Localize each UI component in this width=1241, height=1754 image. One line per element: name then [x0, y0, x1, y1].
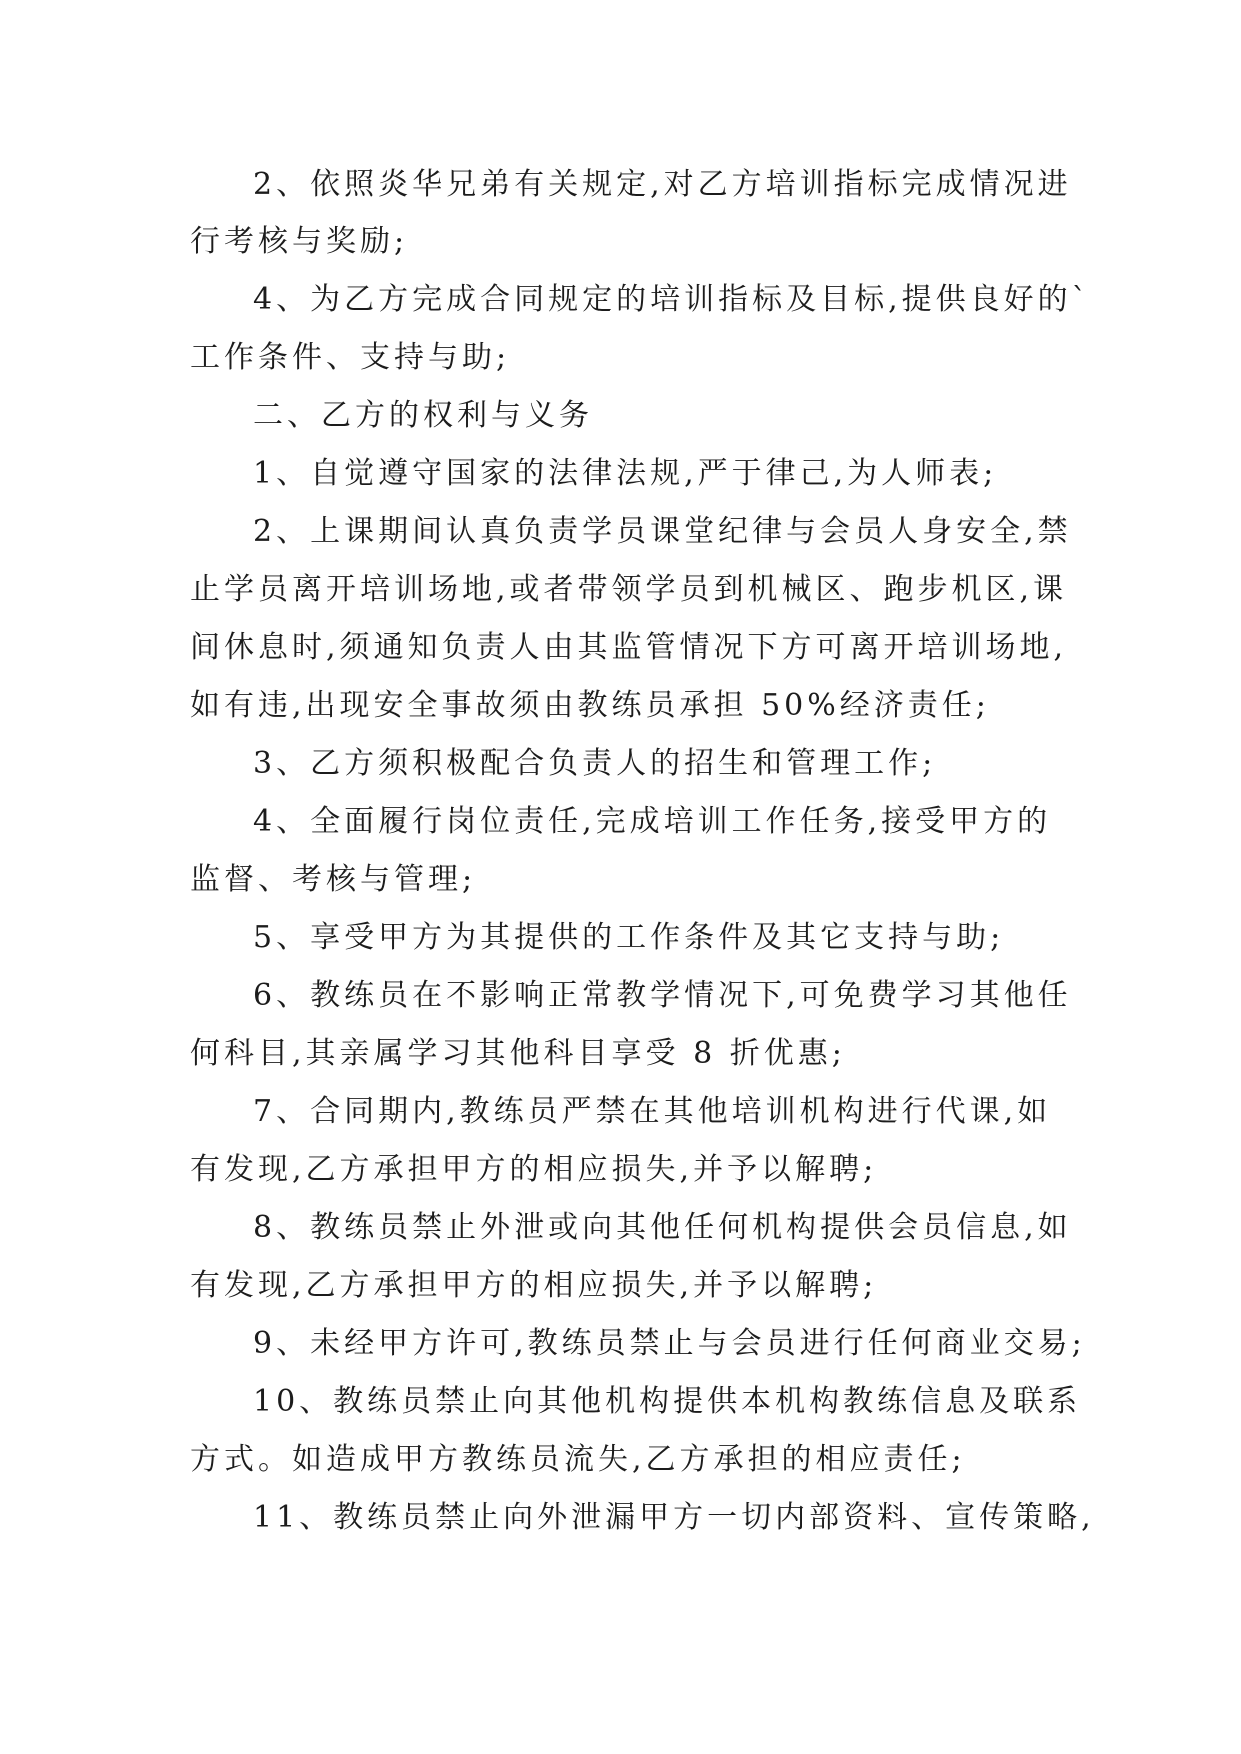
paragraph-line: 间休息时,须通知负责人由其监管情况下方可离开培训场地, [190, 630, 1068, 665]
paragraph-line: 11、教练员禁止向外泄漏甲方一切内部资料、宣传策略, [253, 1500, 1095, 1535]
paragraph-line: 3、乙方须积极配合负责人的招生和管理工作; [253, 746, 937, 781]
paragraph-line: 2、上课期间认真负责学员课堂纪律与会员人身安全,禁 [253, 514, 1072, 549]
paragraph-line: 监督、考核与管理; [190, 862, 477, 897]
paragraph-line: 工作条件、支持与助; [190, 340, 511, 375]
paragraph-line: 6、教练员在不影响正常教学情况下,可免费学习其他任 [253, 978, 1072, 1013]
paragraph-line: 1、自觉遵守国家的法律法规,严于律己,为人师表; [253, 456, 998, 491]
paragraph-line: 10、教练员禁止向其他机构提供本机构教练信息及联系 [253, 1384, 1082, 1419]
paragraph-line: 如有违,出现安全事故须由教练员承担 50%经济责任; [190, 688, 990, 723]
paragraph-line: 方式。如造成甲方教练员流失,乙方承担的相应责任; [190, 1442, 966, 1477]
paragraph-line: 有发现,乙方承担甲方的相应损失,并予以解聘; [190, 1152, 878, 1187]
paragraph-line: 8、教练员禁止外泄或向其他任何机构提供会员信息,如 [253, 1210, 1072, 1245]
paragraph-line: 何科目,其亲属学习其他科目享受 8 折优惠; [190, 1036, 846, 1071]
paragraph-line: 有发现,乙方承担甲方的相应损失,并予以解聘; [190, 1268, 878, 1303]
paragraph-line: 5、享受甲方为其提供的工作条件及其它支持与助; [253, 920, 1005, 955]
paragraph-line: 止学员离开培训场地,或者带领学员到机械区、跑步机区,课 [190, 572, 1068, 607]
paragraph-line: 4、全面履行岗位责任,完成培训工作任务,接受甲方的 [253, 804, 1052, 839]
paragraph-line: 4、为乙方完成合同规定的培训指标及目标,提供良好的` [253, 282, 1091, 317]
paragraph-line: 9、未经甲方许可,教练员禁止与会员进行任何商业交易; [253, 1326, 1086, 1361]
paragraph-line: 2、依照炎华兄弟有关规定,对乙方培训指标完成情况进 [253, 167, 1072, 202]
section-heading: 二、乙方的权利与义务 [253, 398, 593, 433]
paragraph-line: 7、合同期内,教练员严禁在其他培训机构进行代课,如 [253, 1094, 1052, 1129]
paragraph-line: 行考核与奖励; [190, 224, 409, 259]
